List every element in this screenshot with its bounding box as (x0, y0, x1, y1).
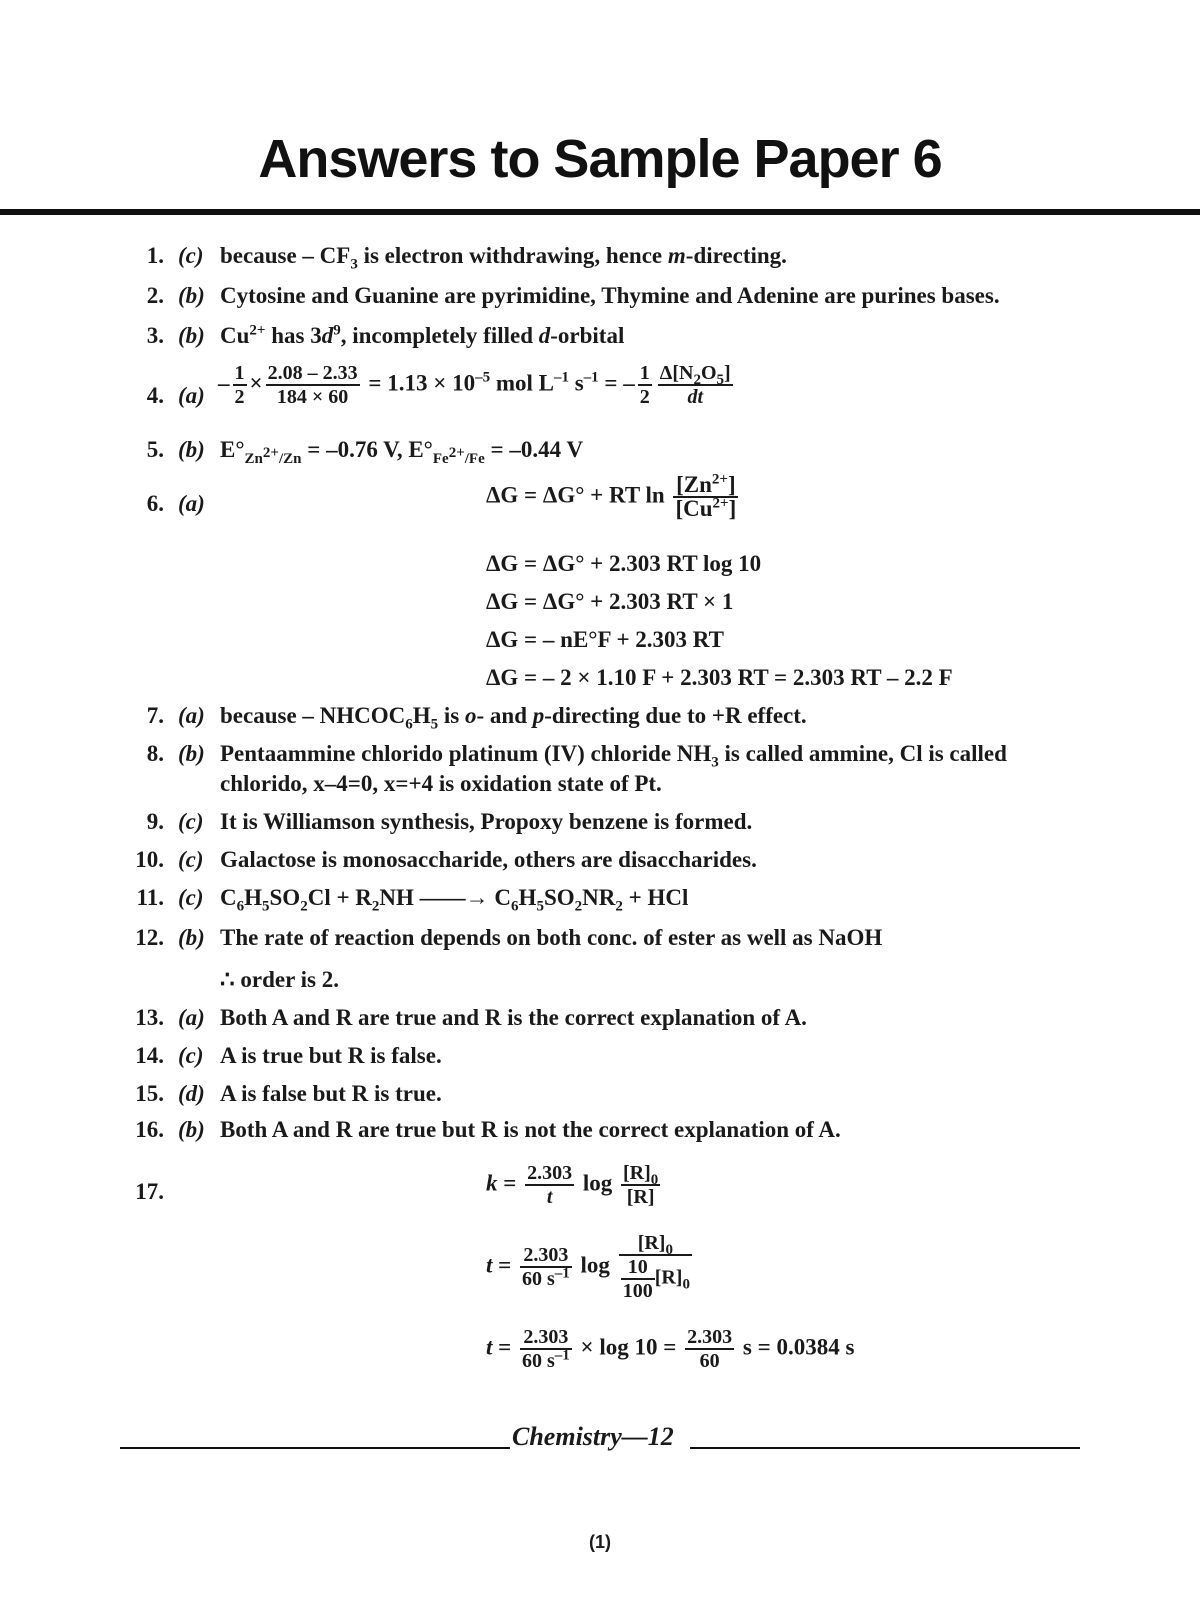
answer-8-line-2 (220, 770, 662, 798)
answer-8-text-a: Pentaammine chlorido platinum (IV) chloride NH (220, 741, 712, 766)
q6-equation-5: ΔG = – 2 × 1.10 F + 2.303 RT = 2.303 RT – 2.2 F (486, 665, 953, 690)
footer-label: Chemistry—12 (512, 1422, 674, 1451)
answer-number: 6. (146, 491, 164, 516)
answer-option: (b) (178, 1117, 205, 1142)
answer-text: Cytosine and Guanine are pyrimidine, Thymine and Adenine are purines bases. (220, 283, 1000, 308)
answer-4-equation: – $\frac{1}{2}$ × $\frac{2.08 - 2.33}{184 \times 60}$ = $1.13 \times 10^{-5}$ mol $L^{-1}$ $s^{-1}$ = – $\frac{1}{2}$ $\frac{\Delta[N_2O_5]}{dt}$ (218, 362, 731, 408)
answer-number: 4. (146, 383, 164, 408)
answer-text: chlorido, x–4=0, x=+4 is oxidation state of Pt. (220, 771, 662, 796)
answer-text: because – $NHCOC_6H_5$ is o- and p-directing due to +R effect. (220, 703, 807, 733)
answer-option: (d) (178, 1081, 205, 1106)
answer-text: A is true but R is false. (220, 1043, 442, 1068)
answer-option: (b) (178, 741, 205, 766)
footer-rule-right (690, 1447, 1080, 1449)
page-number: (1) (589, 1532, 611, 1552)
q6-equation-3: ΔG = ΔG° + 2.303 RT × 1 (486, 589, 734, 614)
answer-text: Both A and R are true and R is the correct explanation of A. (220, 1005, 807, 1030)
answer-option: (b) (178, 323, 205, 348)
q6-equation-4: ΔG = – nE°F + 2.303 RT (486, 627, 724, 652)
page-title: Answers to Sample Paper 6 (258, 129, 942, 189)
answer-option: (b) (178, 283, 205, 308)
footer-rule-left (120, 1447, 510, 1449)
answer-text: $E^\circ_{Zn^{2+}/Zn} = -0.76$ V, $E^\circ_{Fe^{2+}/Fe} = -0.44$ V (220, 437, 584, 467)
answer-number: 14. (135, 1043, 164, 1068)
answer-number: 16. (135, 1117, 164, 1142)
answer-option: (c) (178, 243, 204, 268)
answer-number: 12. (135, 925, 164, 950)
answer-number: 1. (146, 243, 164, 268)
answer-text: It is Williamson synthesis, Propoxy benzene is formed. (220, 809, 753, 834)
answer-option: (a) (178, 703, 205, 728)
title-rule (0, 209, 1200, 215)
answer-option: (c) (178, 885, 204, 910)
q17-equation-1: k = $\frac{2.303}{t}$ log $\frac{[R]_0}{[R]}$ (486, 1162, 659, 1208)
q17-equation-3: t = $\frac{2.303}{60 s^{-1}}$ × log 10 = $\frac{2.303}{60}$ s = 0.0384 s (486, 1326, 855, 1372)
answer-text: $Cu^{2+}$ has $3d^9$, incompletely filled d-orbital (220, 322, 625, 348)
answer-8-text-b: is called ammine, Cl is called (724, 741, 1007, 766)
answer-number: 5. (146, 437, 164, 462)
answer-number: 17. (135, 1179, 164, 1204)
answer-number: 8. (146, 741, 164, 766)
q6-equation-1: ΔG = ΔG° + RT ln $\frac{[Zn^{2+}]}{[Cu^{2+}]}$ (486, 471, 737, 521)
answer-option: (c) (178, 1043, 204, 1068)
answer-number: 9. (146, 809, 164, 834)
answer-text: Pentaammine chlorido platinum (IV) chloride $NH_3$ is called ammine, Cl is called (220, 741, 1007, 771)
answer-number: 13. (135, 1005, 164, 1030)
answer-option: (c) (178, 847, 204, 872)
answer-12-line-2 (220, 966, 339, 994)
answer-option: (b) (178, 925, 205, 950)
answer-number: 3. (146, 323, 164, 348)
answer-text: Galactose is monosaccharide, others are disaccharides. (220, 847, 757, 872)
answer-option: (a) (178, 1005, 205, 1030)
answer-number: 10. (135, 847, 164, 872)
answer-number: 7. (146, 703, 164, 728)
answer-option: (c) (178, 809, 204, 834)
answer-number: 11. (136, 885, 164, 910)
answer-text: A is false but R is true. (220, 1081, 442, 1106)
q6-equation-2: ΔG = ΔG° + 2.303 RT log 10 (486, 551, 762, 576)
answer-number: 2. (146, 283, 164, 308)
answer-text: The rate of reaction depends on both conc. of ester as well as NaOH (220, 925, 883, 950)
answer-text: because – $CF_3$ is electron withdrawing, hence m-directing. (220, 243, 787, 273)
answer-text: ∴ order is 2. (220, 967, 339, 992)
answer-text: Both A and R are true but R is not the correct explanation of A. (220, 1117, 841, 1142)
answer-option: (b) (178, 437, 205, 462)
answer-number: 15. (135, 1081, 164, 1106)
answer-option: (a) (178, 491, 205, 516)
q17-equation-2: t = $\frac{2.303}{60 s^{-1}}$ log $[R]_0$ $\frac{10}{100}$ $[R]_0$ (486, 1232, 690, 1302)
answer-text: $C_6H_5SO_2Cl + R_2NH$ ——→ $C_6H_5SO_2NR_2$ + HCl (220, 885, 689, 915)
answer-option: (a) (178, 383, 205, 408)
